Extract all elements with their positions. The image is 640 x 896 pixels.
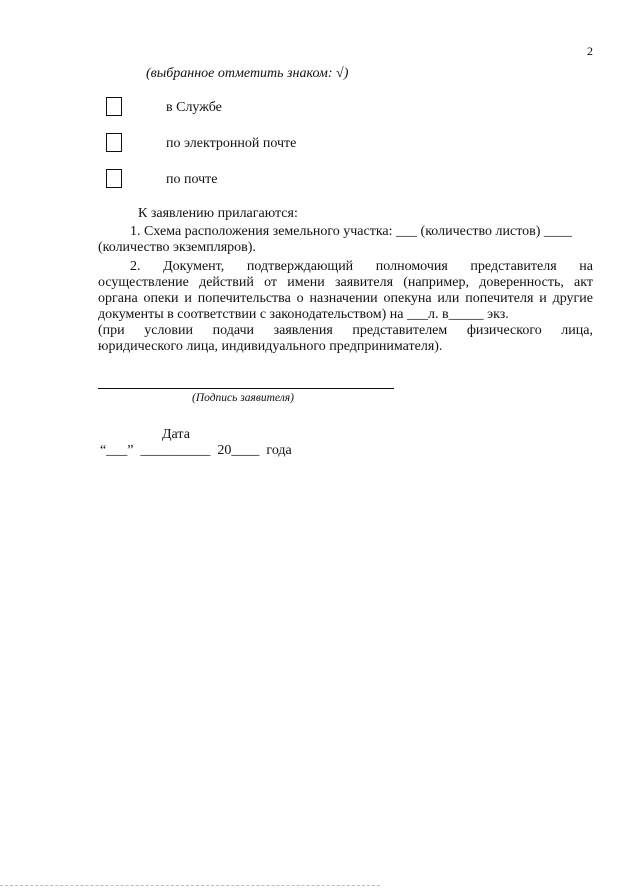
- attachment-item-1-continued: (количество экземпляров).: [98, 240, 256, 255]
- selection-hint: (выбранное отметить знаком: √): [146, 66, 349, 81]
- attachment-note-line-1: (при условии подачи заявления представителем физического лица,: [98, 323, 593, 338]
- date-label: Дата: [162, 427, 190, 442]
- checkbox-by-email[interactable]: [106, 133, 122, 152]
- signature-line[interactable]: [98, 388, 394, 389]
- scan-artifact-divider: [0, 885, 380, 886]
- checkbox-in-service[interactable]: [106, 97, 122, 116]
- attachment-item-2-line-3: органа опеки и попечительства о назначении опекуна или попечителя и другие: [98, 291, 593, 306]
- attachment-item-2-line-4: документы в соответствии с законодательством) на ___л. в_____ экз.: [98, 307, 509, 322]
- attachment-item-2-line-1: 2. Документ, подтверждающий полномочия представителя на: [130, 259, 593, 274]
- signature-caption: (Подпись заявителя): [192, 392, 294, 404]
- option-label-by-email: по электронной почте: [166, 136, 297, 151]
- date-line[interactable]: “___” __________ 20____ года: [100, 443, 292, 458]
- checkbox-by-post[interactable]: [106, 169, 122, 188]
- option-label-by-post: по почте: [166, 172, 218, 187]
- attachment-item-1: 1. Схема расположения земельного участка: ___ (количество листов) ____: [130, 224, 572, 239]
- page-number: 2: [587, 44, 593, 58]
- attachment-item-2-line-2: осуществление действий от имени заявителя (например, доверенность, акт: [98, 275, 593, 290]
- attachment-note-line-2: юридического лица, индивидуального предпринимателя).: [98, 339, 443, 354]
- option-label-in-service: в Службе: [166, 100, 222, 115]
- attachments-heading: К заявлению прилагаются:: [138, 206, 298, 221]
